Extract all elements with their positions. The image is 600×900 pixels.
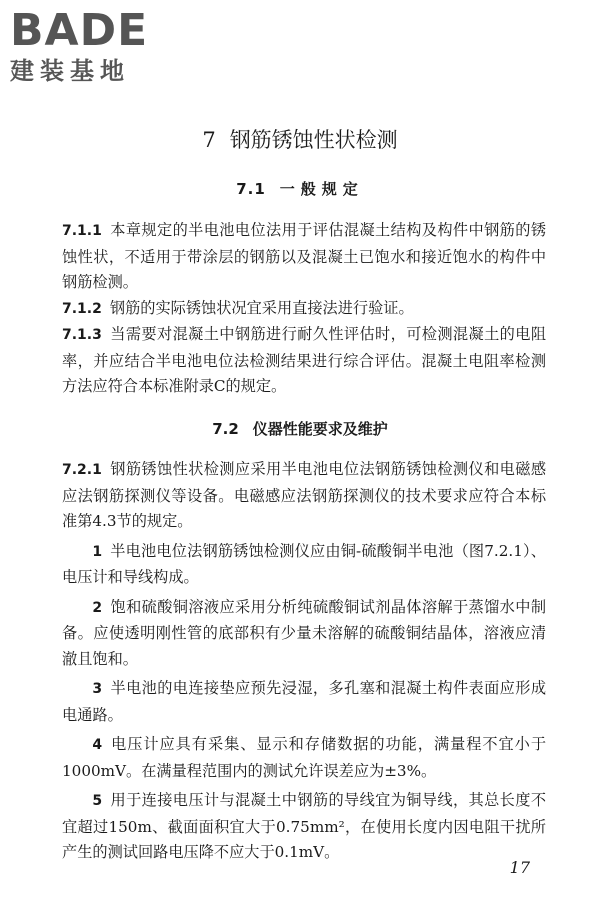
item-text: 饱和硫酸铜溶液应采用分析纯硫酸铜试剂晶体溶解于蒸馏水中制备。应使透明刚性管的底部积有少量未溶解的硫酸铜结晶体，溶液应清澈且饱和。: [62, 597, 546, 668]
section-heading-7-1: [0, 178, 600, 200]
clause-7-1-3: [62, 322, 546, 400]
item-text: 用于连接电压计与混凝土中钢筋的导线宜为铜导线，其总长度不宜超过150m、截面面积宜大于0.75mm²，在使用长度内因电阻干扰所产生的测试回路电压降不应大于0.1mV。: [62, 791, 546, 861]
section-title-text: 一般规定: [279, 180, 364, 198]
chapter-title-text: 钢筋锈蚀性状检测: [229, 128, 398, 152]
list-item: [62, 788, 546, 866]
item-number: 4: [92, 737, 103, 753]
clause-number: 7.1.3: [62, 327, 102, 343]
section-number: 7.2: [212, 420, 239, 438]
clause-text: 钢筋锈蚀性状检测应采用半电池电位法钢筋锈蚀检测仪和电磁感应法钢筋探测仪等设备。电磁感应法钢筋探测仪的技术要求应符合本标准第4.3节的规定。: [62, 460, 546, 530]
item-number: 3: [92, 681, 103, 697]
item-text: 半电池的电连接垫应预先浸湿，多孔塞和混凝土构件表面应形成电通路。: [62, 679, 546, 724]
clause-text: 本章规定的半电池电位法用于评估混凝土结构及构件中钢筋的锈蚀性状，不适用于带涂层的钢筋以及混凝土已饱水和接近饱水的构件中钢筋检测。: [62, 221, 546, 291]
list-item: [62, 732, 546, 784]
section-7-1-body: [62, 218, 546, 400]
chapter-number: 7: [202, 128, 216, 152]
section-7-2-body: [62, 457, 546, 866]
page-number: 17: [509, 858, 530, 877]
item-text: 电压计应具有采集、显示和存储数据的功能，满量程不宜小于1000mV。在满量程范围内的测试允许误差应为±3%。: [62, 735, 546, 780]
clause-number: 7.1.1: [62, 223, 102, 239]
clause-number: 7.2.1: [62, 462, 102, 478]
item-number: 5: [92, 793, 103, 809]
logo-subtitle: 建装基地: [10, 57, 130, 85]
item-text: 半电池电位法钢筋锈蚀检测仪应由铜-硫酸铜半电池（图7.2.1）、电压计和导线构成。: [62, 541, 546, 586]
list-item: [62, 595, 546, 673]
logo: [10, 5, 180, 86]
section-title-text: 仪器性能要求及维护: [252, 420, 388, 438]
logo-wordmark: BADE: [10, 5, 149, 56]
clause-text: 钢筋的实际锈蚀状况宜采用直接法进行验证。: [109, 298, 414, 317]
clause-7-1-2: [62, 296, 546, 323]
item-number: 2: [92, 599, 103, 616]
clause-number: 7.1.2: [62, 300, 102, 317]
clause-7-1-1: [62, 218, 546, 296]
clause-7-2-1: [62, 457, 546, 535]
list-item: [62, 676, 546, 728]
section-heading-7-2: [0, 418, 600, 440]
item-number: 1: [92, 543, 103, 560]
section-number: 7.1: [236, 180, 266, 198]
clause-text: 当需要对混凝土中钢筋进行耐久性评估时，可检测混凝土的电阻率，并应结合半电池电位法检测结果进行综合评估。混凝土电阻率检测方法应符合本标准附录C的规定。: [62, 325, 546, 395]
chapter-title: [0, 126, 600, 154]
list-item: [62, 539, 546, 591]
